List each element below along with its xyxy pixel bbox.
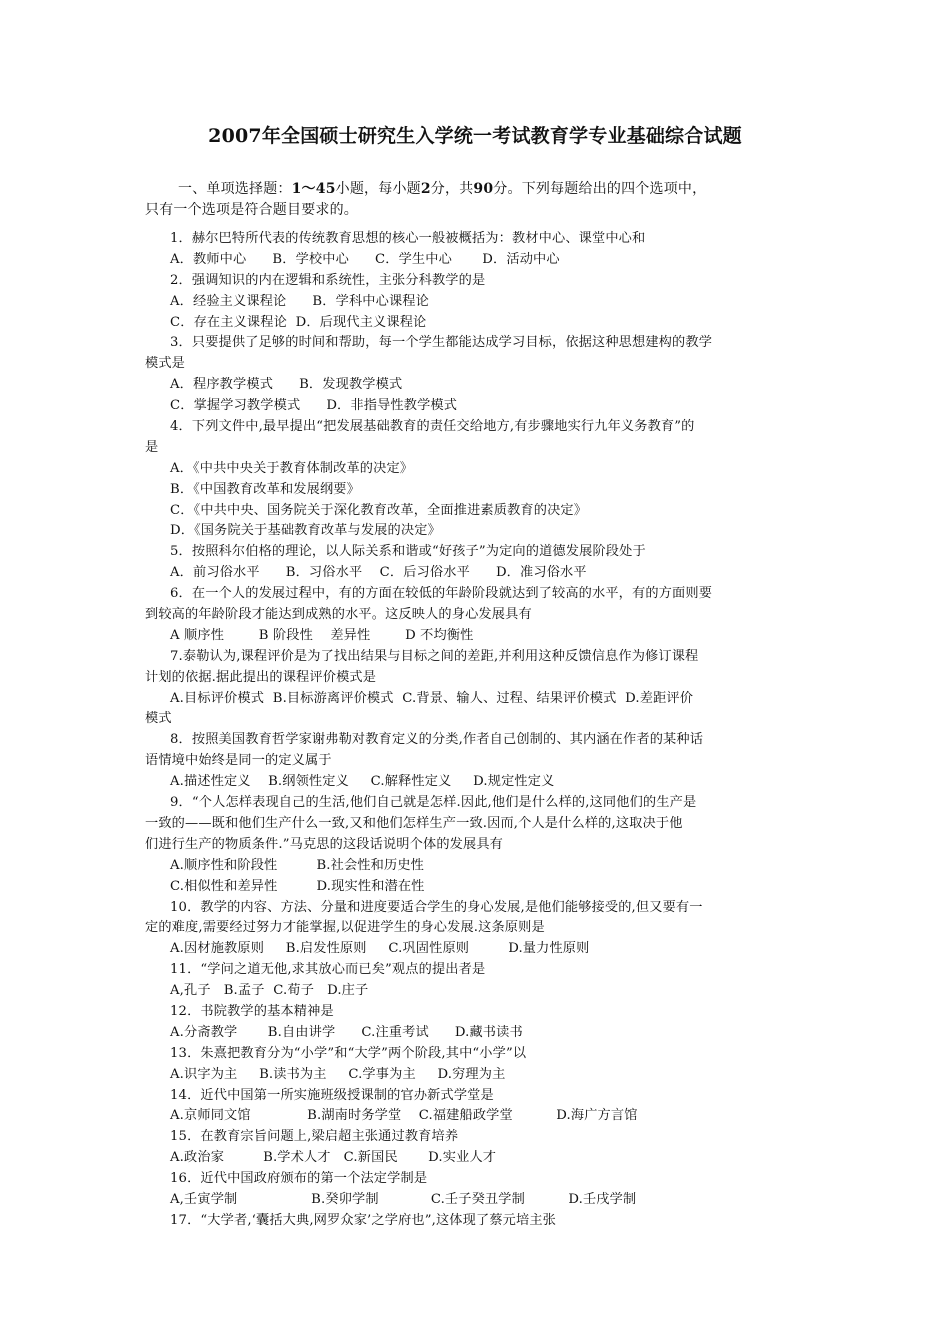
- question-line: 17．“大学者,‘囊括大典,网罗众家’之学府也”,这体现了蔡元培主张: [170, 1212, 557, 1228]
- points-per-question: 2: [420, 181, 431, 197]
- question-line: 是: [145, 439, 159, 455]
- question-line: 们进行生产的物质条件.”马克思的这段话说明个体的发展具有: [145, 836, 504, 852]
- question-line: A．教师中心 B．学校中心 C．学生中心 D．活动中心: [170, 251, 560, 267]
- question-line: A．前习俗水平 B．习俗水平 C．后习俗水平 D．准习俗水平: [170, 565, 587, 581]
- question-line: A.分斋教学 B.自由讲学 C.注重考试 D.藏书读书: [170, 1024, 523, 1040]
- question-line: A.识字为主 B.读书为主 C.学事为主 D.穷理为主: [170, 1066, 506, 1082]
- question-line: A,孔子 B.孟子 C.荀子 D.庄子: [170, 983, 369, 999]
- question-line: B．《中国教育改革和发展纲要》: [170, 481, 360, 497]
- question-line: A．经验主义课程论 B．学科中心课程论: [170, 293, 429, 309]
- question-line: 15．在教育宗旨问题上,梁启超主张通过教育培养: [170, 1129, 459, 1145]
- exam-title: 2007年全国硕士研究生入学统一考试教育学专业基础综合试题: [208, 125, 742, 147]
- question-line: A.顺序性和阶段性 B.社会性和历史性: [170, 857, 424, 873]
- question-line: A.描述性定义 B.纲领性定义 C.解释性定义 D.规定性定义: [170, 774, 555, 790]
- question-line: 16．近代中国政府颁布的第一个法定学制是: [170, 1171, 428, 1187]
- question-line: 5．按照科尔伯格的理论，以人际关系和谐或“好孩子”为定向的道德发展阶段处于: [170, 544, 646, 560]
- section-heading: [145, 179, 810, 221]
- question-line: 10．教学的内容、方法、分量和进度要适合学生的身心发展,是他们能够接受的,但又要有一: [170, 899, 703, 915]
- question-line: D．《国务院关于基础教育改革与发展的决定》: [170, 523, 441, 539]
- section-line-1: [145, 179, 810, 200]
- question-line: 11．“学问之道无他,求其放心而已矣”观点的提出者是: [170, 962, 486, 978]
- question-range: 1～45: [291, 181, 336, 197]
- question-line: C．掌握学习教学模式 D．非指导性教学模式: [170, 398, 458, 414]
- question-line: A.目标评价模式 B.目标游离评价模式 C.背景、输人、过程、结果评价模式 D.差距评价: [170, 690, 694, 706]
- question-line: A.京师同文馆 B.湖南时务学堂 C.福建船政学堂 D.海广方言馆: [170, 1108, 638, 1124]
- question-line: 1．赫尔巴特所代表的传统教育思想的核心一般被概括为：教材中心、课堂中心和: [170, 231, 646, 246]
- question-line: 2．强调知识的内在逻辑和系统性，主张分科教学的是: [170, 272, 486, 288]
- total-points: 90: [473, 181, 494, 197]
- question-line: 13．朱熹把教育分为“小学”和“大学”两个阶段,其中“小学”以: [170, 1045, 527, 1061]
- question-line: A,壬寅学制 B.癸卯学制 C.壬子癸丑学制 D.壬戌学制: [170, 1191, 637, 1207]
- question-list: [145, 229, 810, 1232]
- question-line: 14．近代中国第一所实施班级授课制的官办新式学堂是: [170, 1087, 494, 1103]
- question-line: A 顺序性 B 阶段性 差异性 D 不均衡性: [170, 627, 474, 643]
- question-line: 模式是: [145, 356, 186, 372]
- section-line-2: 只有一个选项是符合题目要求的。: [145, 202, 358, 218]
- section-mid-1: 小题，每小题: [335, 181, 421, 197]
- question-line: 到较高的年龄阶段才能达到成熟的水平。这反映人的身心发展具有: [145, 607, 532, 623]
- question-line: 语情境中始终是同一的定义属于: [145, 753, 332, 769]
- section-mid-3: 分。下列每题给出的四个选项中，: [493, 181, 707, 197]
- section-mid-2: 分，共: [430, 181, 474, 197]
- question-line: C．《中共中央、国务院关于深化教育改革，全面推进素质教育的决定》: [170, 502, 588, 518]
- question-line: A.因材施教原则 B.启发性原则 C.巩固性原则 D.量力性原则: [170, 941, 590, 957]
- question-line: 计划的依据.据此提出的课程评价模式是: [145, 669, 377, 685]
- question-line: 6．在一个人的发展过程中，有的方面在较低的年龄阶段就达到了较高的水平，有的方面则要: [170, 586, 713, 602]
- question-line: C．存在主义课程论 D．后现代主义课程论: [170, 314, 427, 330]
- section-prefix: 一、单项选择题：: [178, 181, 292, 197]
- question-line: 12．书院教学的基本精神是: [170, 1003, 334, 1019]
- question-line: 8．按照美国教育哲学家谢弗勒对教育定义的分类,作者自己创制的、其内涵在作者的某种话: [170, 732, 704, 748]
- question-line: 9．“个人怎样表现自己的生活,他们自己就是怎样.因此,他们是什么样的,这同他们的生产是: [170, 795, 697, 811]
- question-line: A.政治家 B.学术人才 C.新国民 D.实业人才: [170, 1150, 497, 1166]
- question-line: A．程序教学模式 B．发现教学模式: [170, 377, 403, 393]
- question-line: 4．下列文件中,最早提出“把发展基础教育的责任交给地方,有步骤地实行九年义务教育”的: [170, 419, 695, 435]
- question-line: C.相似性和差异性 D.现实性和潜在性: [170, 878, 425, 894]
- question-line: A．《中共中央关于教育体制改革的决定》: [170, 460, 414, 476]
- question-line: 3．只要提供了足够的时间和帮助，每一个学生都能达成学习目标，依据这种思想建构的教学: [170, 335, 713, 351]
- question-line: 定的难度,需要经过努力才能掌握,以促进学生的身心发展.这条原则是: [145, 920, 545, 936]
- question-line: 模式: [145, 711, 172, 727]
- question-line: 一致的——既和他们生产什么一致,又和他们怎样生产一致.因而,个人是什么样的,这取决于他: [145, 815, 683, 831]
- question-line: 7.泰勒认为,课程评价是为了找出结果与目标之间的差距,并利用这种反馈信息作为修订课程: [170, 648, 699, 664]
